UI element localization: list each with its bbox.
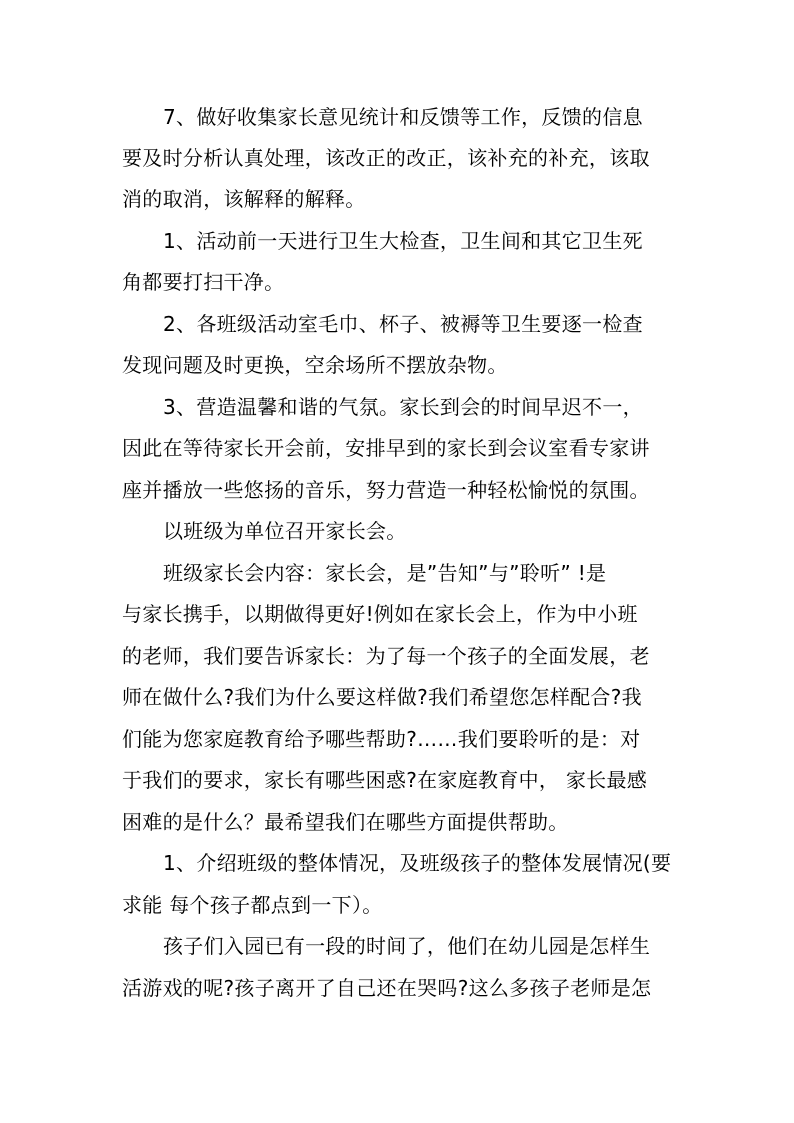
paragraph-line: 2、各班级活动室毛巾、杯子、被褥等卫生要逐一检查 <box>163 312 643 336</box>
paragraph-line: 孩子们入园已有一段的时间了，他们在幼儿园是怎样生 <box>163 934 651 958</box>
paragraph-line: 1、活动前一天进行卫生大检查，卫生间和其它卫生死 <box>163 229 643 253</box>
paragraph-line: 与家长携手，以期做得更好!例如在家长会上，作为中小班 <box>122 602 638 626</box>
paragraph-line: 困难的是什么？最希望我们在哪些方面提供帮助。 <box>122 810 569 834</box>
paragraph-line: 班级家长会内容：家长会，是”告知”与”聆听” !是 <box>163 561 607 585</box>
paragraph-line: 要及时分析认真处理，该改正的改正，该补充的补充，该取 <box>122 146 650 170</box>
paragraph-line: 求能 每个孩子都点到一下）。 <box>122 893 383 917</box>
paragraph-line: 角都要打扫干净。 <box>122 270 285 294</box>
paragraph-line: 因此在等待家长开会前，安排早到的家长到会议室看专家讲 <box>122 436 650 460</box>
paragraph-line: 的老师，我们要告诉家长：为了每一个孩子的全面发展，老 <box>122 644 650 668</box>
paragraph-line: 7、做好收集家长意见统计和反馈等工作，反馈的信息 <box>163 105 643 129</box>
paragraph-line: 活游戏的呢?孩子离开了自己还在哭吗?这么多孩子老师是怎 <box>122 976 652 1000</box>
paragraph-line: 于我们的要求，家长有哪些困惑?在家庭教育中， 家长最感 <box>122 768 648 792</box>
paragraph-line: 3、营造温馨和谐的气氛。家长到会的时间早迟不一， <box>163 395 643 419</box>
paragraph-line: 消的取消，该解释的解释。 <box>122 187 366 211</box>
paragraph-line: 以班级为单位召开家长会。 <box>163 519 407 543</box>
paragraph-line: 们能为您家庭教育给予哪些帮助?……我们要聆听的是：对 <box>122 727 641 751</box>
paragraph-line: 1、介绍班级的整体情况，及班级孩子的整体发展情况(要 <box>163 851 672 875</box>
paragraph-line: 座并播放一些悠扬的音乐，努力营造一种轻松愉悦的氛围。 <box>122 478 650 502</box>
paragraph-line: 发现问题及时更换，空余场所不摆放杂物。 <box>122 353 508 377</box>
paragraph-line: 师在做什么?我们为什么要这样做?我们希望您怎样配合?我 <box>122 685 642 709</box>
